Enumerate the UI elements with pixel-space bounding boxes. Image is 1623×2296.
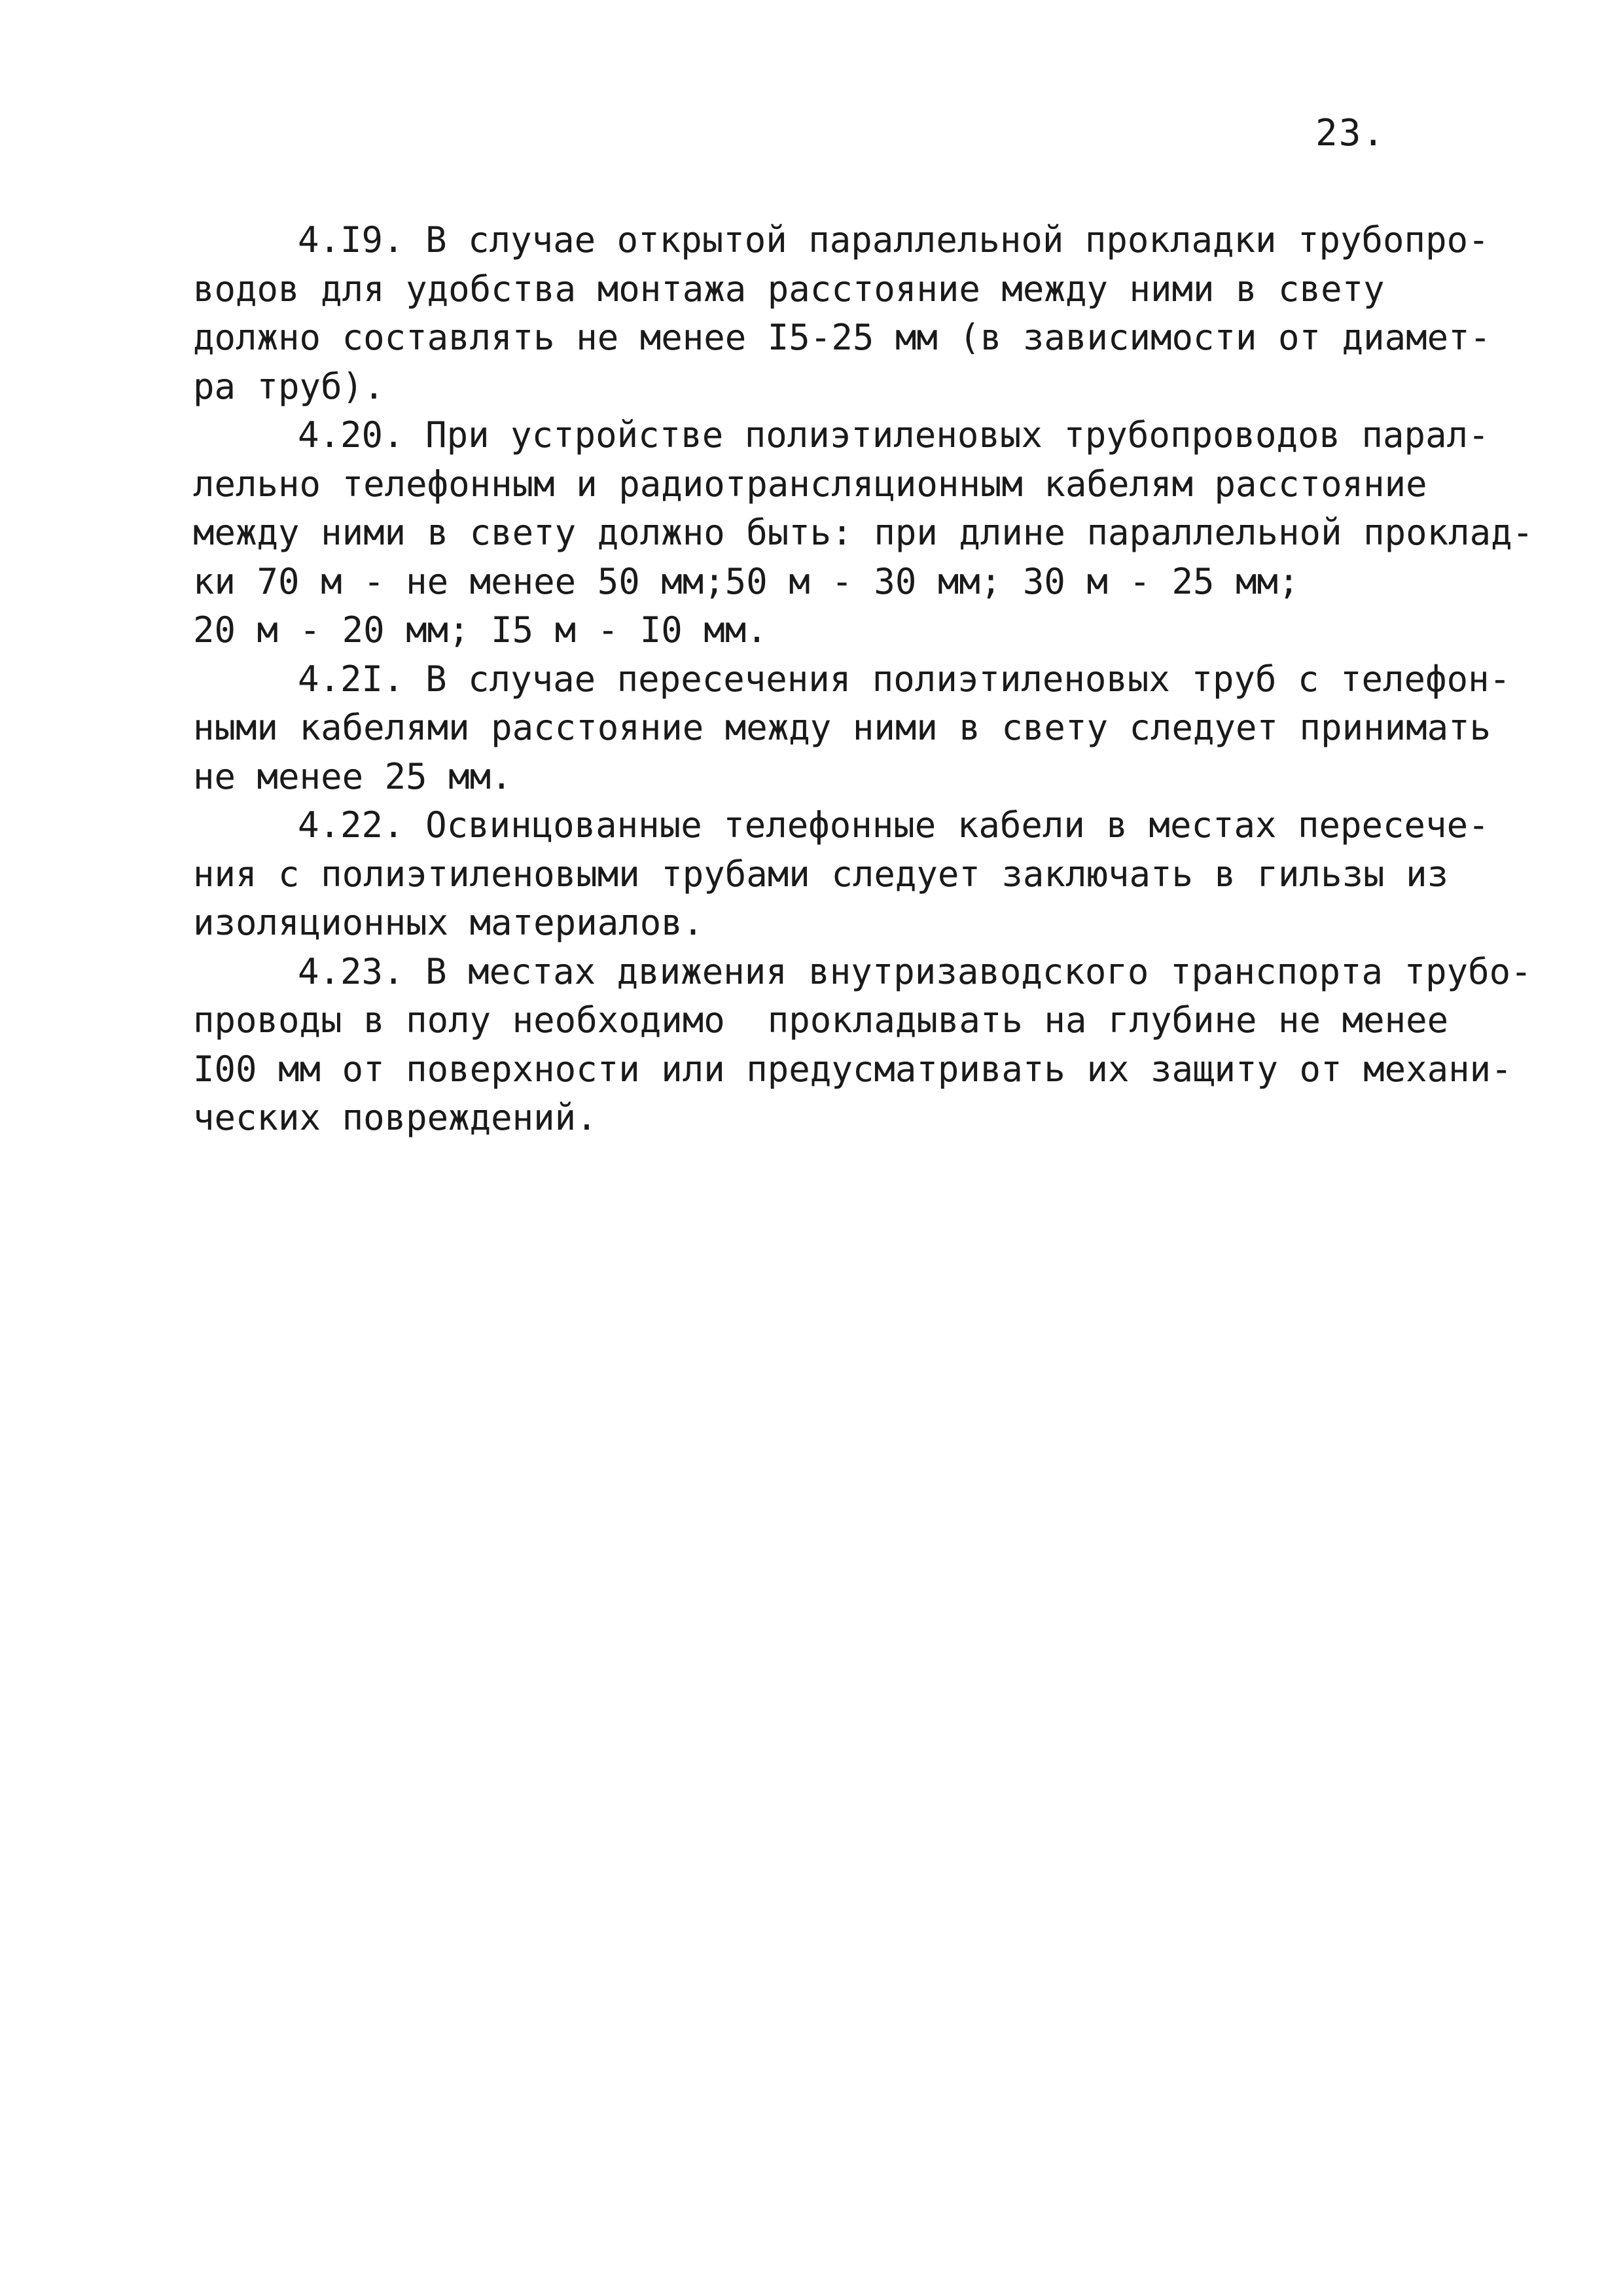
text-line: ки 70 м - не менее 50 мм;50 м - 30 мм; 30 м - 25 мм; — [193, 560, 1300, 602]
text-line: 4.22. Освинцованные телефонные кабели в местах пересече- — [298, 804, 1489, 846]
text-line: 4.2I. В случае пересечения полиэтиленовых труб с телефон- — [298, 658, 1511, 700]
text-line: 4.23. В местах движения внутризаводского транспорта трубо- — [298, 950, 1532, 992]
text-line: ческих повреждений. — [193, 1097, 597, 1138]
text-line: не менее 25 мм. — [193, 755, 512, 797]
text-line: I00 мм от поверхности или предусматривать их защиту от механи- — [193, 1048, 1512, 1090]
text-line: 20 м - 20 мм; I5 м - I0 мм. — [193, 609, 768, 651]
body-text — [193, 216, 1534, 1143]
text-line: между ними в свету должно быть: при длине параллельной проклад- — [193, 512, 1534, 553]
text-line: ра труб). — [193, 365, 385, 407]
text-line: водов для удобства монтажа расстояние между ними в свету — [193, 268, 1385, 310]
text-line: 4.I9. В случае открытой параллельной прокладки трубопро- — [298, 219, 1489, 260]
text-line: лельно телефонным и радиотрансляционным кабелям расстояние — [193, 463, 1427, 505]
text-line: ными кабелями расстояние между ними в свету следует принимать — [193, 707, 1491, 748]
page-number: 23. — [1315, 112, 1386, 154]
text-line: изоляционных материалов. — [193, 902, 704, 943]
text-line: проводы в полу необходимо прокладывать на глубине не менее — [193, 999, 1449, 1041]
text-line: должно составлять не менее I5-25 мм (в зависимости от диамет- — [193, 317, 1491, 358]
text-line: ния с полиэтиленовыми трубами следует заключать в гильзы из — [193, 853, 1449, 895]
text-line: 4.20. При устройстве полиэтиленовых трубопроводов парал- — [298, 414, 1489, 456]
